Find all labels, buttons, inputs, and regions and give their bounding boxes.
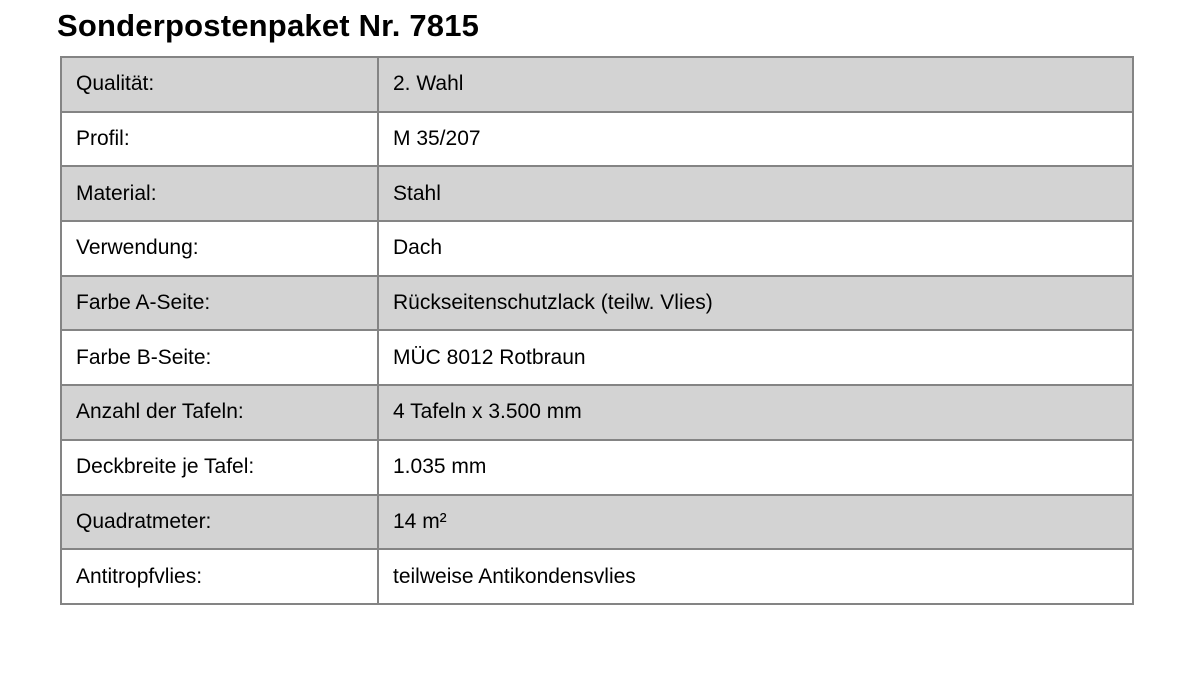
table-row — [61, 330, 1133, 385]
row-value: MÜC 8012 Rotbraun — [378, 330, 1133, 385]
row-label: Quadratmeter: — [61, 495, 378, 550]
spec-table-body — [61, 57, 1133, 604]
row-value: 1.035 mm — [378, 440, 1133, 495]
row-label: Anzahl der Tafeln: — [61, 385, 378, 440]
table-row — [61, 112, 1133, 167]
row-value: teilweise Antikondensvlies — [378, 549, 1133, 604]
row-value: Dach — [378, 221, 1133, 276]
row-label: Antitropfvlies: — [61, 549, 378, 604]
row-label: Verwendung: — [61, 221, 378, 276]
table-row — [61, 276, 1133, 331]
row-label: Deckbreite je Tafel: — [61, 440, 378, 495]
table-row — [61, 221, 1133, 276]
row-value: 14 m² — [378, 495, 1133, 550]
table-row — [61, 385, 1133, 440]
row-value: Rückseitenschutzlack (teilw. Vlies) — [378, 276, 1133, 331]
row-label: Farbe B-Seite: — [61, 330, 378, 385]
table-row — [61, 57, 1133, 112]
spec-table — [60, 56, 1134, 605]
row-value: Stahl — [378, 166, 1133, 221]
row-label: Material: — [61, 166, 378, 221]
table-row — [61, 495, 1133, 550]
row-value: 2. Wahl — [378, 57, 1133, 112]
table-row — [61, 166, 1133, 221]
row-label: Qualität: — [61, 57, 378, 112]
row-label: Farbe A-Seite: — [61, 276, 378, 331]
row-value: M 35/207 — [378, 112, 1133, 167]
row-label: Profil: — [61, 112, 378, 167]
row-value: 4 Tafeln x 3.500 mm — [378, 385, 1133, 440]
page-title: Sonderpostenpaket Nr. 7815 — [57, 8, 480, 43]
table-row — [61, 549, 1133, 604]
table-row — [61, 440, 1133, 495]
